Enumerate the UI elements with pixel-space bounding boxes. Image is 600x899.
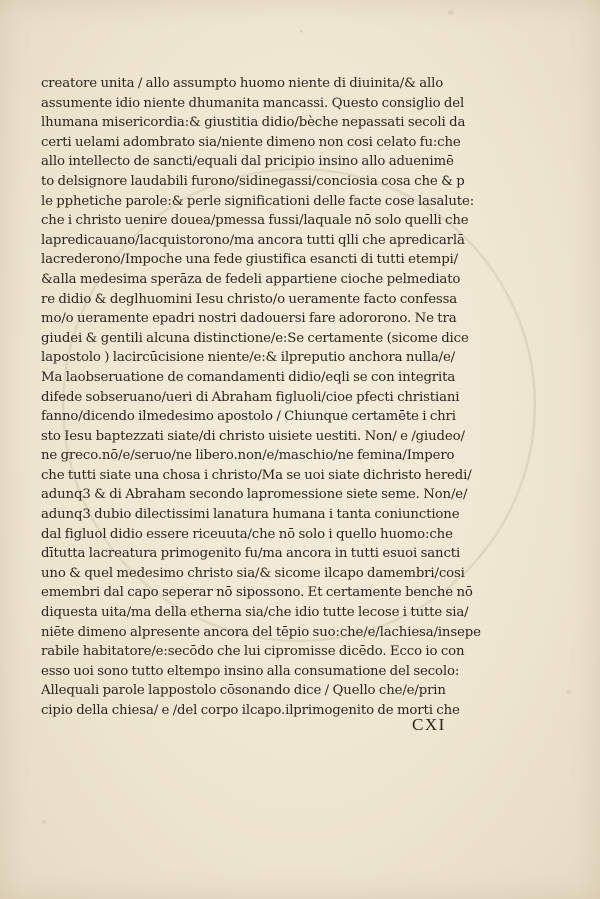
foxing-spot — [42, 820, 46, 824]
text-line: adunq3 dubio dilectissimi lanatura humana i tanta coniunctione — [41, 507, 460, 523]
text-block — [41, 74, 566, 721]
text-line: che tutti siate una chosa i christo/Ma se uoi siate dichristo heredi/ — [41, 467, 472, 483]
text-line: lapostolo ) lacircūcisione niente/e:& ilpreputio anchora nulla/e/ — [41, 350, 456, 366]
text-line: difede sobseruano/ueri di Abraham figluoli/cioe pfecti christiani — [41, 389, 460, 405]
text-line: mo/o ueramente epadri nostri dadouersi fare adororono. Ne tra — [41, 311, 457, 327]
text-line: Allequali parole lappostolo cōsonando dice / Quello che/e/prin — [41, 683, 446, 699]
text-line: rabile habitatore/e:secōdo che lui cipromisse dicēdo. Ecco io con — [41, 644, 465, 660]
text-line: cipio della chiesa/ e /del corpo ilcapo.ilprimogenito de morti che — [41, 703, 460, 718]
text-line: certi uelami adombrato sia/niente dimeno non cosi celato fu:che — [41, 134, 461, 150]
text-line: giudei & gentili alcuna distinctione/e:Se certamente (sicome dice — [41, 330, 469, 346]
text-line: re didio & deglhuomini Iesu christo/o ueramente facto confessa — [41, 291, 458, 307]
text-line: assumente idio niente dhumanita mancassi. Questo consiglio del — [41, 95, 465, 111]
text-line: adunq3 & di Abraham secondo lapromessione siete seme. Non/e/ — [41, 487, 468, 503]
text-line: allo intellecto de sancti/equali dal pricipio insino allo aduenimē — [41, 154, 454, 170]
text-line: ne greco.nō/e/seruo/ne libero.non/e/maschio/ne femina/Impero — [41, 448, 455, 464]
text-line: emembri dal capo seperar nō sipossono. Et certamente benche nō — [41, 585, 473, 601]
text-line: che i christo uenire douea/pmessa fussi/laquale nō solo quelli che — [41, 213, 469, 229]
text-line: uno & quel medesimo christo sia/& sicome ilcapo damembri/cosi — [41, 565, 465, 581]
foxing-spot — [566, 690, 571, 694]
text-line: lacrederono/Impoche una fede giustifica esancti di tutti etempi/ — [41, 252, 458, 268]
text-line: niēte dimeno alpresente ancora del tēpio suo:che/e/lachiesa/insepe — [41, 624, 481, 640]
text-line: lapredicauano/lacquistorono/ma ancora tutti qlli che apredicarlā — [41, 232, 465, 248]
folio-number: CXI — [412, 715, 446, 734]
foxing-spot — [448, 10, 454, 15]
text-line: fanno/dicendo ilmedesimo apostolo / Chiunque certamēte i chri — [41, 409, 456, 425]
text-line: dītutta lacreatura primogenito fu/ma ancora in tutti esuoi sancti — [41, 546, 461, 562]
text-line: &alla medesima sperāza de fedeli appartiene cioche pelmediato — [41, 271, 461, 287]
text-line: diquesta uita/ma della etherna sia/che idio tutte lecose i tutte sia/ — [41, 605, 469, 621]
text-line: to delsignore laudabili furono/sidinegassi/conciosia cosa che & p — [41, 173, 465, 189]
text-line: lhumana misericordia:& giustitia didio/bèche nepassati secoli da — [41, 115, 466, 131]
foxing-spot — [300, 30, 303, 33]
text-line: esso uoi sono tutto eltempo insino alla consumatione del secolo: — [41, 663, 460, 679]
text-line: sto Iesu baptezzati siate/di christo uisiete uestiti. Non/ e /giudeo/ — [41, 428, 465, 444]
text-line: creatore unita / allo assumpto huomo niente di diuinita/& allo — [41, 76, 444, 91]
text-line: dal figluol didio essere riceuuta/che nō solo i quello huomo:che — [41, 526, 453, 542]
text-line: le pphetiche parole:& perle significationi delle facte cose lasalute: — [41, 193, 475, 209]
text-line: Ma laobseruatione de comandamenti didio/eqli se con integrita — [41, 369, 456, 385]
